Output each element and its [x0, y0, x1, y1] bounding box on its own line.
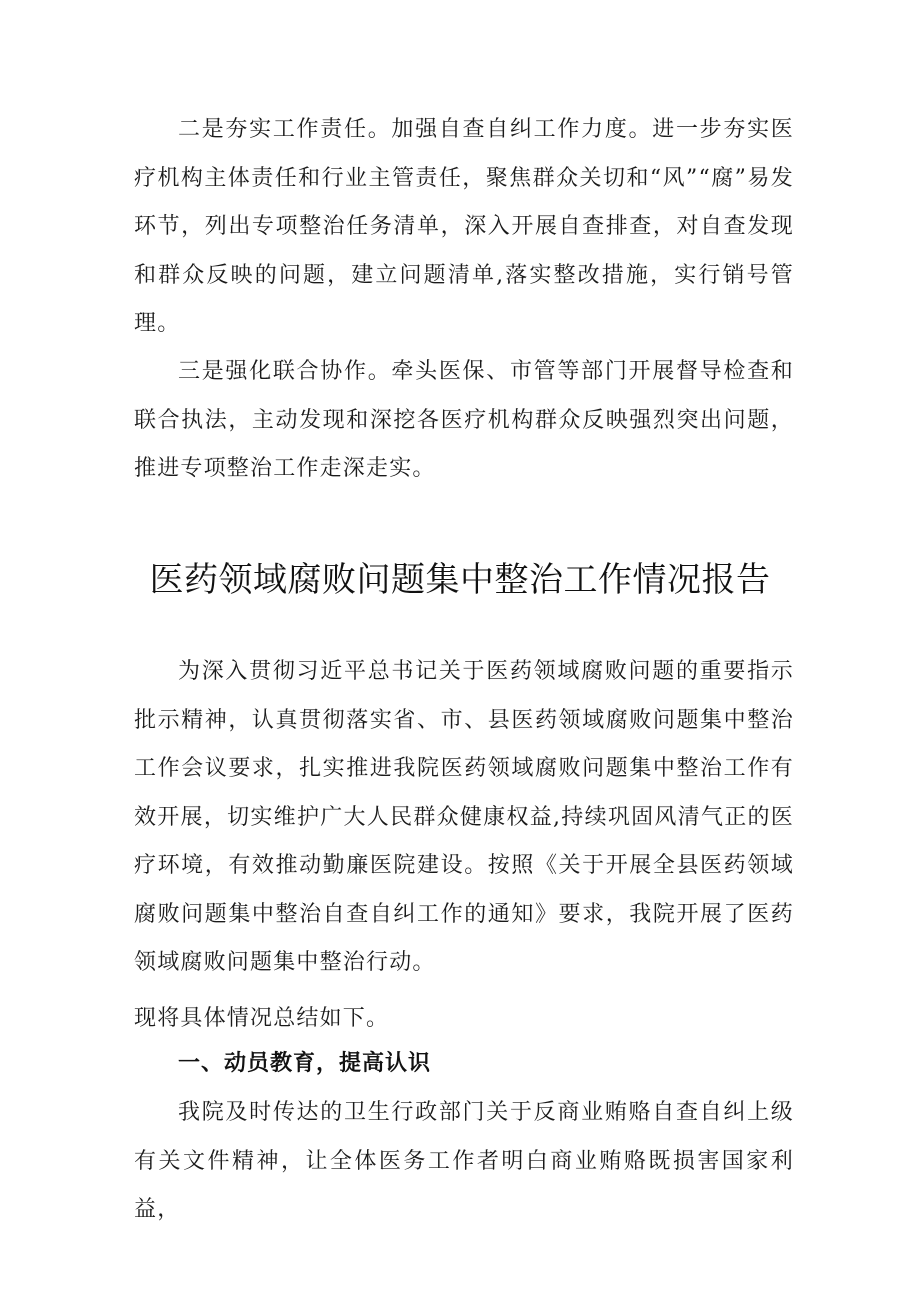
summary-line: 现将具体情况总结如下。	[134, 1006, 390, 1031]
body-paragraph: 三是强化联合协作。牵头医保、市管等部门开展督导检查和联合执法，主动发现和深挖各医疗机构群众反映强烈突出问题，推进专项整治工作走深走实。	[134, 359, 794, 481]
body-paragraph: 我院及时传达的卫生行政部门关于反商业贿赂自查自纠上级有关文件精神，让全体医务工作者明白商业贿赂既损害国家利益，	[134, 1100, 794, 1222]
report-title: 医药领域腐败问题集中整治工作情况报告	[149, 560, 771, 600]
section-heading: 一、动员教育，提高认识	[178, 1051, 432, 1076]
body-paragraph: 二是夯实工作责任。加强自查自纠工作力度。进一步夯实医疗机构主体责任和行业主管责任，聚焦群众关切和“风”“腐”易发环节，列出专项整治任务清单，深入开展自查排查，对自查发现和群众反映的问题，建立问题清单,落实整改措施，实行销号管理。	[134, 117, 794, 336]
body-paragraph: 为深入贯彻习近平总书记关于医药领域腐败问题的重要指示批示精神，认真贯彻落实省、市、县医药领域腐败问题集中整治工作会议要求，扎实推进我院医药领域腐败问题集中整治工作有效开展，切实维护广大人民群众健康权益,持续巩固风清气正的医疗环境，有效推动勤廉医院建设。按照《关于开展全县医药领域腐败问题集中整治自查自纠工作的通知》要求，我院开展了医药领域腐败问题集中整治行动。	[134, 659, 794, 975]
